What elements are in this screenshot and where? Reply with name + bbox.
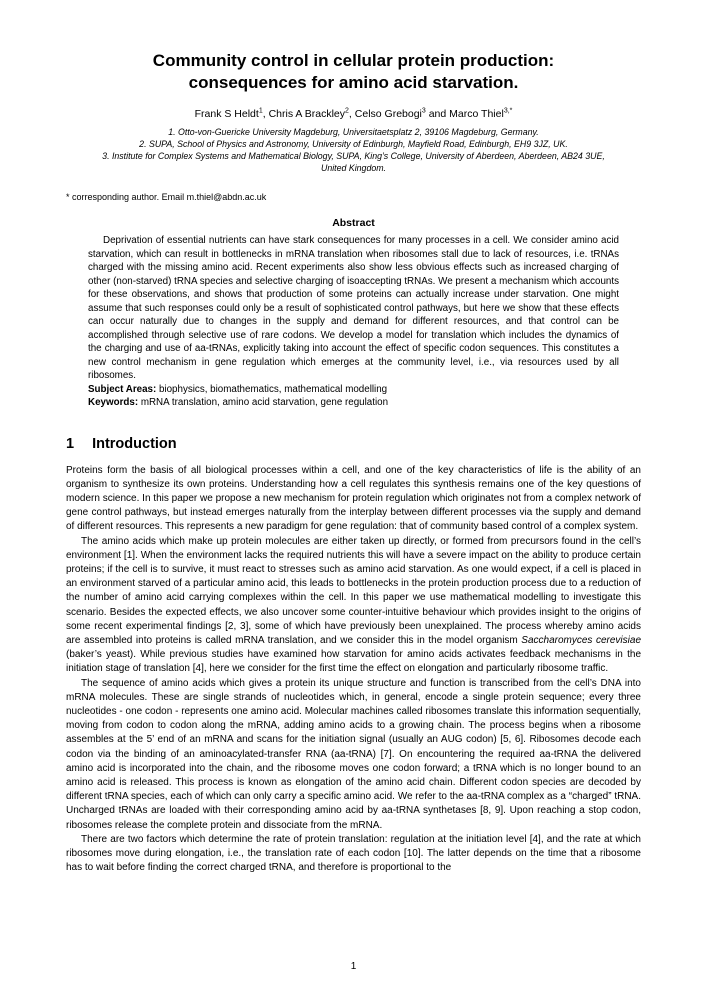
- intro-paragraph-2-text: (baker’s yeast). While previous studies have examined how starvation for amino acids activates feedback mechanisms in the initiation stage of translation [4], here we consider for the first time the effect on elongation and particularly ribosome traffic.: [66, 649, 641, 675]
- keywords-value: mRNA translation, amino acid starvation, gene regulation: [138, 397, 389, 408]
- author-name: Frank S Heldt: [194, 108, 259, 120]
- paper-title: [66, 50, 641, 94]
- affiliation-line: United Kingdom.: [320, 163, 387, 173]
- corresponding-author: * corresponding author. Email m.thiel@abdn.ac.uk: [66, 192, 267, 202]
- affiliation-line: 3. Institute for Complex Systems and Mathematical Biology, SUPA, King’s College, University of Aberdeen, Aberdeen, AB24 3UE,: [102, 151, 605, 161]
- intro-paragraph-3: The sequence of amino acids which gives a protein its unique structure and function is transcribed from the cell’s DNA into mRNA molecules. These are single strands of nucleotides which, in general, encode a single protein sequence; every three nucleotides - one codon - represents one amino acid. Molecular machines called ribosomes translate this information sequentially, moving from codon to codon along the mRNA, adding amino acids to a growing chain. The process begins when a ribosome assembles at the 5’ end of an mRNA and scans for the initiation signal (usually an AUG codon) [5, 6]. Ribosomes decode each codon via the binding of an aminoacylated-transfer RNA (aa-tRNA) [7]. On encountering the required aa-tRNA the delivered amino acid is incorporated into the chain, and the ribosome moves one codon forward; a tRNA which is no longer bound to an amino acid is released. This process is known as elongation of the amino acid chain. Different codon species are decoded by different tRNA species, each of which can only carry a specific amino acid. We refer to the aa-tRNA complex as a “charged” tRNA. Uncharged tRNAs are loaded with their corresponding amino acid by aa-tRNA synthetases [8, 9]. Upon reaching a stop codon, ribosomes release the complete protein and dissociate from the mRNA.: [66, 677, 641, 831]
- abstract-block: [88, 234, 619, 383]
- page-number: 1: [350, 961, 357, 972]
- affiliations-block: [66, 126, 641, 174]
- section-heading-introduction: [66, 436, 641, 452]
- author-affiliation-mark: 3: [421, 107, 426, 115]
- author-line: [66, 108, 641, 120]
- author-affiliation-mark: 3,*: [503, 107, 513, 115]
- affiliation-line: 2. SUPA, School of Physics and Astronomy, University of Edinburgh, Mayfield Road, Edinburgh, EH9 3JZ, UK.: [139, 139, 568, 149]
- section-number: 1: [66, 435, 75, 452]
- subject-areas-label: Subject Areas:: [88, 383, 157, 395]
- author-separator: and: [425, 108, 450, 120]
- title-line-1: Community control in cellular protein production:: [152, 51, 555, 70]
- author-name: Chris A Brackley: [268, 108, 346, 120]
- intro-paragraph-2: [66, 535, 641, 677]
- affiliation-line: 1. Otto-von-Guericke University Magdeburg, Universitaetsplatz 2, 39106 Magdeburg, Germany.: [168, 127, 539, 137]
- intro-paragraph-2-text: The amino acids which make up protein molecules are either taken up directly, or formed from precursors found in the cell’s environment [1]. When the environment lacks the required nutrients this will have a severe impact on the ability to produce certain proteins; if the cell is to survive, it must react to stresses such as amino acid starvation. As one would expect, if a cell is placed in an environment starved of a particular amino acid, this leads to bottlenecks in the protein production process due to a reduction of the number of amino acid carrying complexes within the cell. In this paper we use mathematical modelling to investigate this scenario. Besides the expected effects, we also uncover some counter-intuitive behaviour which provides insight to the origins of some recent experimental findings [2, 3], some of which have previously been unexplained. The process whereby amino acids are assembled into proteins is called mRNA translation, and we consider this in the model organism: [66, 535, 641, 646]
- intro-paragraph-1: Proteins form the basis of all biological processes within a cell, and one of the key characteristics of life is the ability of an organism to synthesize its own proteins. Understanding how a cell regulates this synthesis remains one of the key questions of modern science. In this paper we propose a new mechanism for protein regulation which originates not from a complex network of gene control pathways, but instead emerges naturally from the interplay between different processes via the supply and demand of different resources. This represents a new paradigm for gene regulation: that of community based control of a complex system.: [66, 464, 641, 533]
- keywords-label: Keywords:: [88, 397, 139, 408]
- author-name: Celso Grebogi: [354, 108, 422, 120]
- intro-paragraph-4: There are two factors which determine the rate of protein translation: regulation at the initiation level [4], and the rate at which ribosomes move during elongation, i.e., the translation rate of each codon [10]. The latter depends on the time that a ribosome has to wait before finding the correct charged tRNA, and therefore is proportional to the: [66, 833, 641, 874]
- author-separator: ,: [262, 108, 269, 120]
- author-affiliation-mark: 2: [345, 107, 349, 115]
- introduction-body: [66, 464, 641, 876]
- species-name-italic: Saccharomyces cerevisiae: [521, 634, 642, 646]
- abstract-heading: Abstract: [332, 217, 375, 229]
- subject-areas-value: biophysics, biomathematics, mathematical modelling: [156, 383, 388, 395]
- author-affiliation-mark: 1: [258, 107, 263, 115]
- subject-areas-line: [88, 383, 619, 397]
- author-name: Marco Thiel: [449, 108, 504, 120]
- author-separator: ,: [348, 108, 355, 120]
- title-line-2: consequences for amino acid starvation.: [188, 73, 519, 92]
- section-title: Introduction: [92, 435, 177, 452]
- abstract-text: Deprivation of essential nutrients can have stark consequences for many processes in a cell. We consider amino acid starvation, which can result in bottlenecks in mRNA translation when ribosomes stall due to lack of resources, i.e. tRNAs charged with the missing amino acid. Recent experiments also show less obvious effects such as increased charging of other (non-starved) tRNA species and selective charging of isoaccepting tRNAs. We present a mechanism which accounts for these observations, and shows that production of some proteins can actually increase under starvation. One might assume that such responses could only be a result of sophisticated control pathways, but here we show that these effects can occur naturally due to changes in the supply and demand for different resources, and that control can be accomplished through selective use of rare codons. We develop a model for translation which includes the dynamics of the charging and use of aa-tRNAs, explicitly taking into account the effect of specific codon sequences. This constitutes a new control mechanism in gene regulation which emerges at the community level, i.e., via resources used by all ribosomes.: [88, 235, 619, 381]
- keywords-line: [88, 396, 619, 410]
